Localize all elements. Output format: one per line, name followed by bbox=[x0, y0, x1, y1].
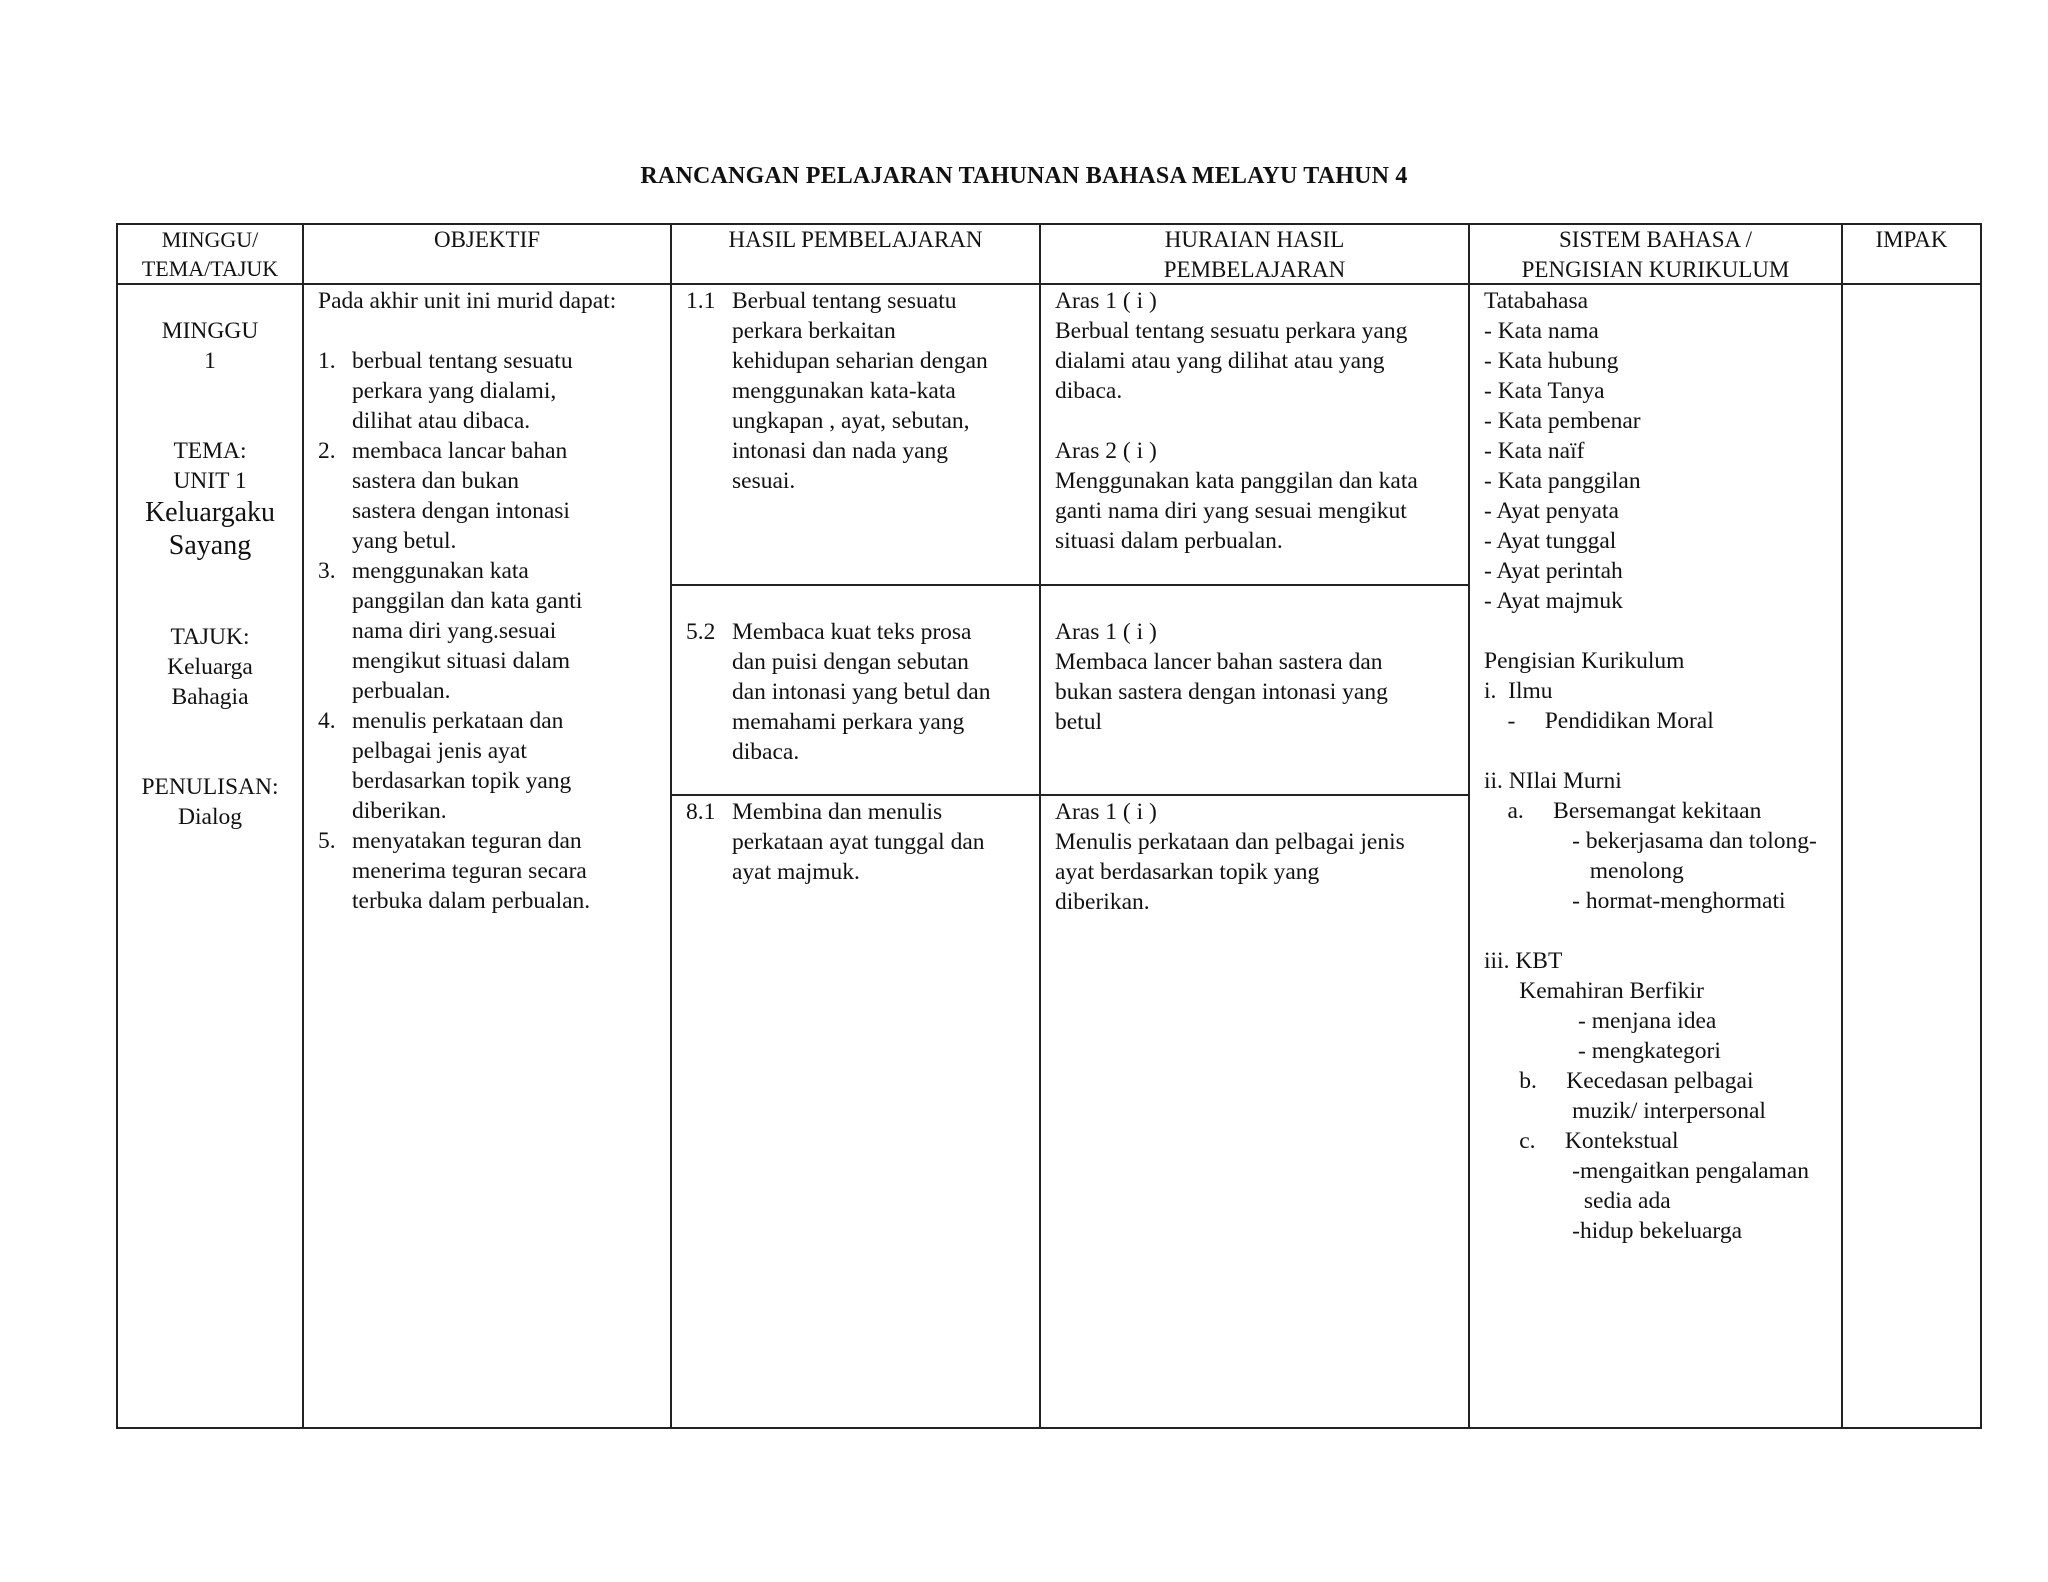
sistem-line: - Ayat majmuk bbox=[1484, 588, 1623, 614]
objektif-item-line: pelbagai jenis ayat bbox=[352, 738, 527, 764]
header-minggu: MINGGU/ TEMA/TAJUK bbox=[141, 227, 279, 281]
sistem-bahasa-block bbox=[1484, 286, 1817, 1246]
objektif-item-line: nama diri yang.sesuai bbox=[352, 618, 557, 644]
penulisan-label: PENULISAN: bbox=[141, 774, 279, 800]
minggu-column bbox=[118, 316, 302, 832]
sistem-line: a. Bersemangat kekitaan bbox=[1484, 798, 1762, 824]
objektif-item-number: 4. bbox=[318, 708, 336, 734]
hasil-item-number: 8.1 bbox=[686, 799, 716, 825]
objektif-item-line: panggilan dan kata ganti bbox=[352, 588, 583, 614]
hasil-item-line: ungkapan , ayat, sebutan, bbox=[732, 408, 970, 434]
huraian-block-1 bbox=[1055, 286, 1418, 556]
huraian-line: Aras 1 ( i ) bbox=[1055, 288, 1157, 314]
hasil-item-line: menggunakan kata-kata bbox=[732, 378, 956, 404]
col-border-right bbox=[1980, 223, 1982, 1429]
hasil-item-line: Membina dan menulis bbox=[732, 799, 943, 825]
sistem-line: iii. KBT bbox=[1484, 948, 1563, 974]
tajuk-2: Bahagia bbox=[171, 684, 249, 710]
sistem-line: Pengisian Kurikulum bbox=[1484, 648, 1685, 674]
sistem-line bbox=[1484, 916, 1817, 946]
huraian-line: dialami atau yang dilihat atau yang bbox=[1055, 348, 1385, 374]
hasil-item-line: sesuai. bbox=[732, 468, 796, 494]
tajuk-label: TAJUK: bbox=[170, 624, 250, 650]
header-sistem: SISTEM BAHASA / PENGISIAN KURIKULUM bbox=[1521, 227, 1790, 282]
col-divider-5 bbox=[1841, 223, 1843, 1429]
objektif-item-line: berbual tentang sesuatu bbox=[352, 348, 573, 374]
tajuk-1: Keluarga bbox=[167, 654, 253, 680]
huraian-line: dibaca. bbox=[1055, 378, 1123, 404]
objektif-item-number: 5. bbox=[318, 828, 336, 854]
sistem-line: - Kata Tanya bbox=[1484, 378, 1605, 404]
sistem-line: -hidup bekeluarga bbox=[1484, 1218, 1743, 1244]
objektif-item-line: terbuka dalam perbualan. bbox=[352, 888, 591, 914]
sistem-line: - menjana idea bbox=[1484, 1008, 1717, 1034]
huraian-line: situasi dalam perbualan. bbox=[1055, 528, 1283, 554]
sistem-line: -mengaitkan pengalaman bbox=[1484, 1158, 1809, 1184]
hasil-item-line: perkara berkaitan bbox=[732, 318, 896, 344]
huraian-line: Aras 1 ( i ) bbox=[1055, 799, 1157, 825]
hasil-item-line: intonasi dan nada yang bbox=[732, 438, 949, 464]
hasil-item-line: Membaca kuat teks prosa bbox=[732, 619, 972, 645]
sistem-line: - Kata nama bbox=[1484, 318, 1599, 344]
objektif-item-line: mengikut situasi dalam bbox=[352, 648, 570, 674]
sistem-line: sedia ada bbox=[1484, 1188, 1671, 1214]
header-hasil: HASIL PEMBELAJARAN bbox=[728, 227, 983, 252]
tema-name-1: Keluargaku bbox=[144, 497, 276, 528]
huraian-line: bukan sastera dengan intonasi yang bbox=[1055, 679, 1388, 705]
huraian-line: diberikan. bbox=[1055, 889, 1150, 915]
objektif-item-line: menyatakan teguran dan bbox=[352, 828, 582, 854]
objektif-item-line: sastera dan bukan bbox=[352, 468, 520, 494]
objektif-item-line: sastera dengan intonasi bbox=[352, 498, 570, 524]
hasil-block-1 bbox=[686, 286, 988, 496]
objektif-item-line: menulis perkataan dan bbox=[352, 708, 564, 734]
hasil-item-number: 1.1 bbox=[686, 288, 716, 314]
sistem-line: Tatabahasa bbox=[1484, 288, 1589, 314]
huraian-line: Aras 1 ( i ) bbox=[1055, 619, 1157, 645]
sistem-line bbox=[1484, 736, 1817, 766]
tema-unit: UNIT 1 bbox=[173, 468, 247, 494]
objektif-item-line: diberikan. bbox=[352, 798, 447, 824]
tema-label: TEMA: bbox=[173, 438, 247, 464]
sistem-line: - hormat-menghormati bbox=[1484, 888, 1786, 914]
objektif-item-line: perkara yang dialami, bbox=[352, 378, 557, 404]
objektif-item-line: membaca lancar bahan bbox=[352, 438, 568, 464]
sistem-line: - Kata pembenar bbox=[1484, 408, 1641, 434]
hasil-item-line: dan puisi dengan sebutan bbox=[732, 649, 969, 675]
objektif-item bbox=[318, 826, 616, 916]
col-divider-1 bbox=[302, 223, 304, 1429]
row-divider-2 bbox=[670, 794, 1468, 796]
header-impak: IMPAK bbox=[1875, 227, 1948, 252]
hasil-item-number: 5.2 bbox=[686, 619, 716, 645]
sistem-line: muzik/ interpersonal bbox=[1484, 1098, 1766, 1124]
objektif-item-line: dilihat atau dibaca. bbox=[352, 408, 531, 434]
sistem-line bbox=[1484, 616, 1817, 646]
hasil-item-line: dibaca. bbox=[732, 739, 800, 765]
minggu-label: MINGGU bbox=[161, 318, 259, 344]
header-objektif: OBJEKTIF bbox=[433, 227, 541, 252]
sistem-line: i. Ilmu bbox=[1484, 678, 1553, 704]
minggu-number: 1 bbox=[204, 348, 216, 374]
hasil-item-line: memahami perkara yang bbox=[732, 709, 965, 735]
sistem-line: - bekerjasama dan tolong- bbox=[1484, 828, 1817, 854]
sistem-line: - Kata panggilan bbox=[1484, 468, 1641, 494]
huraian-line: Aras 2 ( i ) bbox=[1055, 438, 1157, 464]
hasil-item bbox=[686, 286, 988, 496]
sistem-line: - Kata naïf bbox=[1484, 438, 1585, 464]
hasil-item-line: dan intonasi yang betul dan bbox=[732, 679, 991, 705]
hasil-item-line: Berbual tentang sesuatu bbox=[732, 288, 957, 314]
hasil-item-line: ayat majmuk. bbox=[732, 859, 860, 885]
col-divider-3 bbox=[1039, 223, 1041, 1429]
objektif-item-number: 3. bbox=[318, 558, 336, 584]
objektif-item-line: yang betul. bbox=[352, 528, 457, 554]
objektif-column bbox=[318, 286, 616, 916]
objektif-item bbox=[318, 706, 616, 826]
objektif-item-number: 1. bbox=[318, 348, 336, 374]
hasil-block-2 bbox=[686, 617, 990, 767]
huraian-line: Menulis perkataan dan pelbagai jenis bbox=[1055, 829, 1405, 855]
sistem-line: b. Kecedasan pelbagai bbox=[1484, 1068, 1754, 1094]
huraian-block-3 bbox=[1055, 797, 1405, 917]
row-divider-1 bbox=[670, 584, 1468, 586]
header-huraian: HURAIAN HASIL PEMBELAJARAN bbox=[1163, 227, 1346, 282]
objektif-list bbox=[318, 346, 616, 916]
sistem-line: menolong bbox=[1484, 858, 1684, 884]
sistem-line: - Ayat tunggal bbox=[1484, 528, 1617, 554]
sistem-line: - Pendidikan Moral bbox=[1484, 708, 1714, 734]
huraian-line: ganti nama diri yang sesuai mengikut bbox=[1055, 498, 1407, 524]
sistem-line: - Ayat penyata bbox=[1484, 498, 1619, 524]
hasil-item bbox=[686, 617, 990, 767]
objektif-intro: Pada akhir unit ini murid dapat: bbox=[318, 288, 617, 314]
objektif-item-line: menggunakan kata bbox=[352, 558, 529, 584]
hasil-item-line: perkataan ayat tunggal dan bbox=[732, 829, 985, 855]
tema-name-2: Sayang bbox=[168, 530, 252, 561]
objektif-item bbox=[318, 556, 616, 706]
penulisan-value: Dialog bbox=[178, 804, 242, 830]
sistem-line: ii. NIlai Murni bbox=[1484, 768, 1622, 794]
objektif-item-line: perbualan. bbox=[352, 678, 451, 704]
col-divider-4 bbox=[1468, 223, 1470, 1429]
huraian-line: Berbual tentang sesuatu perkara yang bbox=[1055, 318, 1408, 344]
huraian-line bbox=[1055, 406, 1418, 436]
document-title: RANCANGAN PELAJARAN TAHUNAN BAHASA MELAYU TAHUN 4 bbox=[640, 163, 1408, 189]
objektif-item-line: berdasarkan topik yang bbox=[352, 768, 572, 794]
sistem-line: Kemahiran Berfikir bbox=[1484, 978, 1704, 1004]
huraian-block-2 bbox=[1055, 617, 1388, 737]
objektif-item bbox=[318, 346, 616, 436]
huraian-line: ayat berdasarkan topik yang bbox=[1055, 859, 1320, 885]
objektif-item-line: menerima teguran secara bbox=[352, 858, 587, 884]
hasil-item-line: kehidupan seharian dengan bbox=[732, 348, 988, 374]
sistem-line: - Ayat perintah bbox=[1484, 558, 1623, 584]
sistem-line: - Kata hubung bbox=[1484, 348, 1619, 374]
sistem-line: c. Kontekstual bbox=[1484, 1128, 1679, 1154]
huraian-line: Membaca lancer bahan sastera dan bbox=[1055, 649, 1383, 675]
hasil-item bbox=[686, 797, 985, 887]
objektif-item-number: 2. bbox=[318, 438, 336, 464]
huraian-line: Menggunakan kata panggilan dan kata bbox=[1055, 468, 1418, 494]
huraian-line: betul bbox=[1055, 709, 1102, 735]
table-border-bottom bbox=[116, 1427, 1982, 1429]
col-divider-2 bbox=[670, 223, 672, 1429]
hasil-block-3 bbox=[686, 797, 985, 887]
objektif-item bbox=[318, 436, 616, 556]
sistem-line: - mengkategori bbox=[1484, 1038, 1721, 1064]
